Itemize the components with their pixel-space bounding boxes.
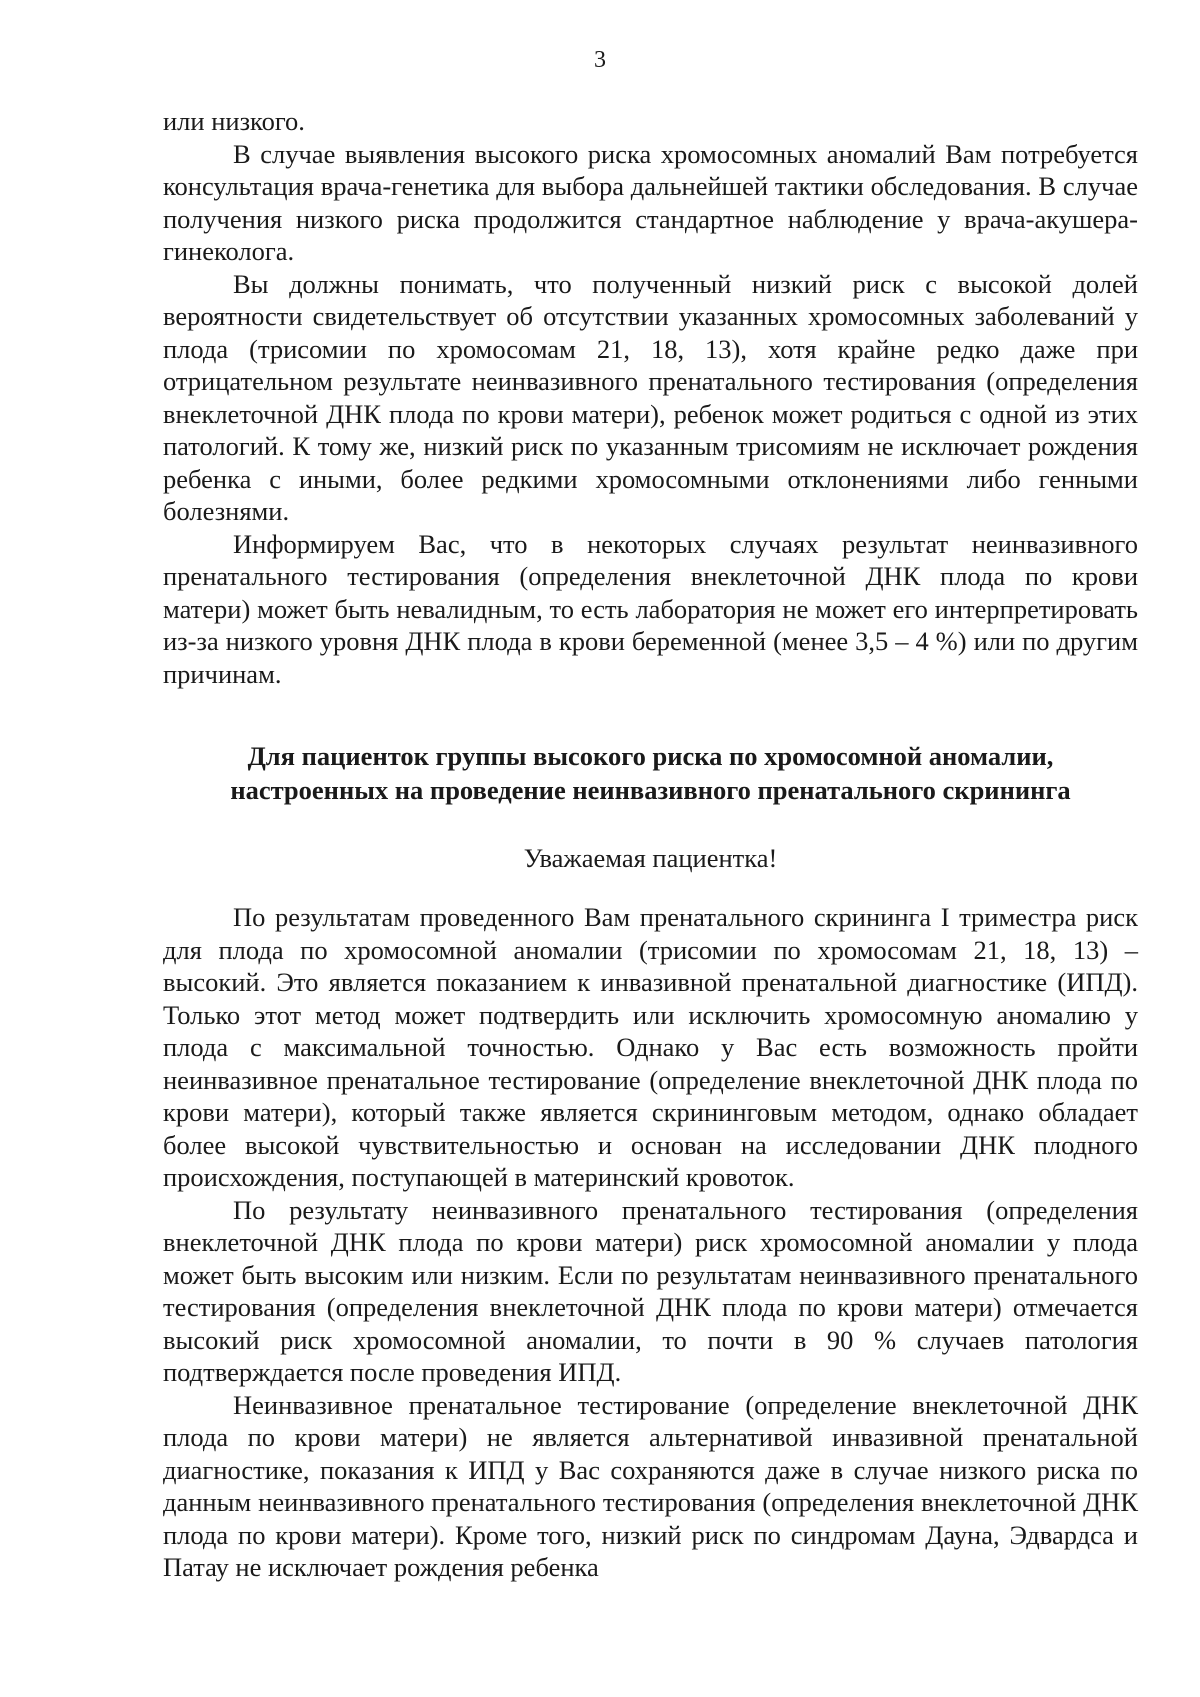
document-body bbox=[163, 105, 1138, 1584]
paragraph: Неинвазивное пренатальное тестирование (определение внеклеточной ДНК плода по крови матери) не является альтернативой инвазивной пренатальной диагностике, показания к ИПД у Вас сохраняются даже в случае низкого риска по данным неинвазивного пренатального тестирования (определения внеклеточной ДНК плода по крови матери). Кроме того, низкий риск по синдромам Дауна, Эдвардса и Патау не исключает рождения ребенка bbox=[163, 1389, 1138, 1582]
paragraph: Вы должны понимать, что полученный низкий риск с высокой долей вероятности свидетельствует об отсутствии указанных хромосомных заболеваний у плода (трисомии по хромосомам 21, 18, 13), хотя крайне редко даже при отрицательном результате неинвазивного пренатального тестирования (определения внеклеточной ДНК плода по крови матери), ребенок может родиться с одной из этих патологий. К тому же, низкий риск по указанным трисомиям не исключает рождения ребенка с иными, более редкими хромосомными отклонениями либо генными болезнями. bbox=[163, 268, 1138, 526]
paragraph: По результатам проведенного Вам пренатального скрининга I триместра риск для плода по хромосомной аномалии (трисомии по хромосомам 21, 18, 13) – высокий. Это является показанием к инвазивной пренатальной диагностике (ИПД). Только этот метод может подтвердить или исключить хромосомную аномалию у плода с максимальной точностью. Однако у Вас есть возможность пройти неинвазивное пренатальное тестирование (определение внеклеточной ДНК плода по крови матери), который также является скрининговым методом, однако обладает более высокой чувствительностью и основан на исследовании ДНК плодного происхождения, поступающей в материнский кровоток. bbox=[163, 902, 1138, 1192]
page-number: 3 bbox=[594, 47, 606, 73]
paragraph: По результату неинвазивного пренатального тестирования (определения внеклеточной ДНК плода по крови матери) риск хромосомной аномалии у плода может быть высоким или низким. Если по результатам неинвазивного пренатального тестирования (определения внеклеточной ДНК плода по крови матери) отмечается высокий риск хромосомной аномалии, то почти в 90 % случаев патология подтверждается после проведения ИПД. bbox=[163, 1194, 1138, 1387]
paragraph: В случае выявления высокого риска хромосомных аномалий Вам потребуется консультация врача-генетика для выбора дальнейшей тактики обследования. В случае получения низкого риска продолжится стандартное наблюдение у врача-акушера-гинеколога. bbox=[163, 138, 1138, 266]
salutation: Уважаемая пациентка! bbox=[523, 843, 778, 873]
section-heading-line: Для пациенток группы высокого риска по хромосомной аномалии, bbox=[247, 741, 1054, 771]
section-heading-line: настроенных на проведение неинвазивного пренатального скрининга bbox=[230, 775, 1071, 805]
paragraph: или низкого. bbox=[163, 106, 305, 136]
paragraph: Информируем Вас, что в некоторых случаях результат неинвазивного пренатального тестирования (определения внеклеточной ДНК плода по крови матери) может быть невалидным, то есть лаборатория не может его интерпретировать из-за низкого уровня ДНК плода в крови беременной (менее 3,5 – 4 %) или по другим причинам. bbox=[163, 528, 1138, 689]
section-heading bbox=[163, 739, 1138, 807]
